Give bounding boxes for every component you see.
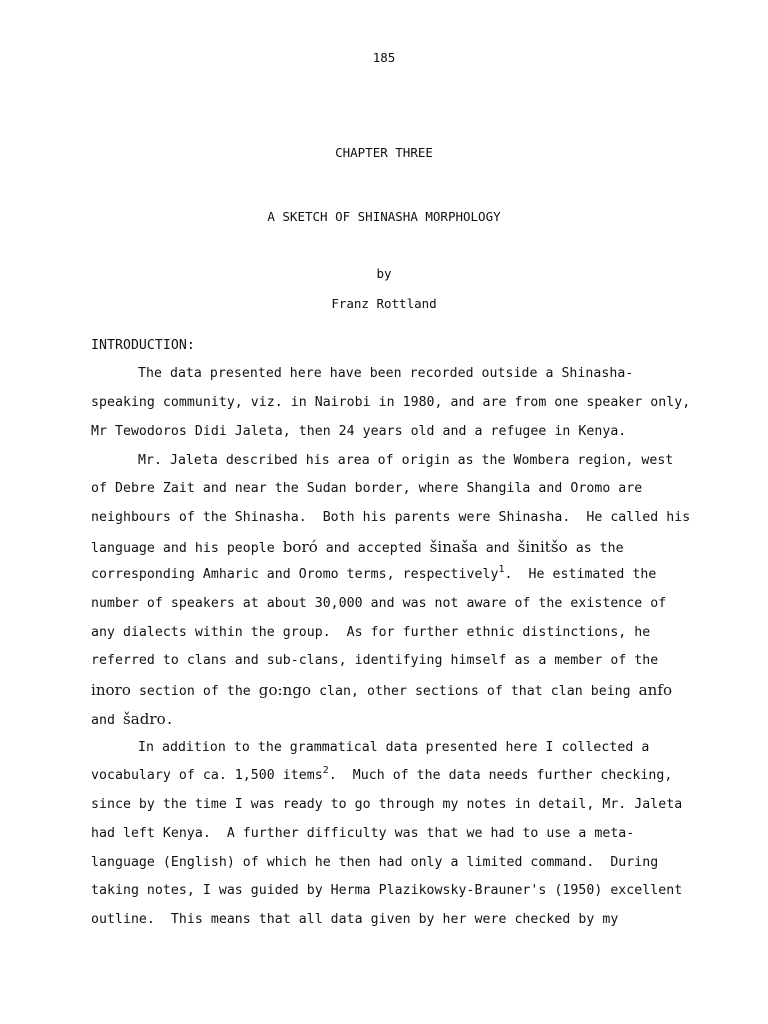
paragraph-2-line-10 xyxy=(91,710,174,728)
paragraph-2-line-7: any dialects within the group. As for further ethnic distinctions, he xyxy=(91,625,651,640)
phonetic-term: inoro xyxy=(91,681,131,699)
paragraph-2-line-9 xyxy=(91,681,672,699)
byline-by: by xyxy=(376,266,392,281)
paragraph-3-line-7: outline. This means that all data given by her were checked by my xyxy=(91,912,619,927)
text-segment: vocabulary of ca. 1,500 items xyxy=(91,768,323,783)
text-segment: language and his people xyxy=(91,541,283,556)
paragraph-2-line-2: of Debre Zait and near the Sudan border, where Shangila and Oromo are xyxy=(91,481,643,496)
text-segment: . xyxy=(165,713,174,728)
chapter-title: A SKETCH OF SHINASHA MORPHOLOGY xyxy=(267,209,501,224)
paragraph-2-line-5 xyxy=(91,564,657,582)
paragraph-1-line-1: The data presented here have been recorded outside a Shinasha- xyxy=(138,366,634,381)
paragraph-2-line-1: Mr. Jaleta described his area of origin as the Wombera region, west xyxy=(138,453,674,468)
text-segment: section of the xyxy=(130,684,259,699)
text-segment: clan, other sections of that clan being xyxy=(311,684,639,699)
phonetic-term: boró xyxy=(282,538,318,556)
phonetic-term: šinaša xyxy=(429,538,478,556)
text-segment: . Much of the data needs further checking, xyxy=(328,768,673,783)
phonetic-term: go:ngo xyxy=(258,681,312,699)
paragraph-3-line-5: language (English) of which he then had only a limited command. During xyxy=(91,855,659,870)
phonetic-term: anfo xyxy=(638,681,673,699)
paragraph-2-line-3: neighbours of the Shinasha. Both his parents were Shinasha. He called his xyxy=(91,510,691,525)
paragraph-2-line-6: number of speakers at about 30,000 and was not aware of the existence of xyxy=(91,596,667,611)
paragraph-3-line-4: had left Kenya. A further difficulty was that we had to use a meta- xyxy=(91,826,635,841)
phonetic-term: šadro xyxy=(122,710,166,728)
paragraph-3-line-2 xyxy=(91,765,673,783)
text-segment: and xyxy=(91,713,123,728)
page-number: 185 xyxy=(372,50,396,65)
text-segment: and xyxy=(477,541,518,556)
paragraph-2-line-8: referred to clans and sub-clans, identifying himself as a member of the xyxy=(91,653,659,668)
footnote-marker: 1 xyxy=(498,564,505,575)
chapter-heading: CHAPTER THREE xyxy=(335,145,433,160)
text-segment: corresponding Amharic and Oromo terms, respectively xyxy=(91,567,499,582)
paragraph-1-line-2: speaking community, viz. in Nairobi in 1980, and are from one speaker only, xyxy=(91,395,691,410)
text-segment: and accepted xyxy=(317,541,430,556)
paragraph-1-line-3: Mr Tewodoros Didi Jaleta, then 24 years old and a refugee in Kenya. xyxy=(91,424,627,439)
footnote-marker: 2 xyxy=(322,765,329,776)
paragraph-3-line-1: In addition to the grammatical data presented here I collected a xyxy=(138,740,650,755)
text-segment: as the xyxy=(567,541,624,556)
paragraph-2-line-4 xyxy=(91,538,624,556)
text-segment: . He estimated the xyxy=(504,567,657,582)
section-heading: INTRODUCTION: xyxy=(91,338,195,353)
author-name: Franz Rottland xyxy=(331,296,437,311)
paragraph-3-line-3: since by the time I was ready to go through my notes in detail, Mr. Jaleta xyxy=(91,797,683,812)
phonetic-term: šinitšo xyxy=(517,538,568,556)
paragraph-3-line-6: taking notes, I was guided by Herma Plazikowsky-Brauner's (1950) excellent xyxy=(91,883,683,898)
